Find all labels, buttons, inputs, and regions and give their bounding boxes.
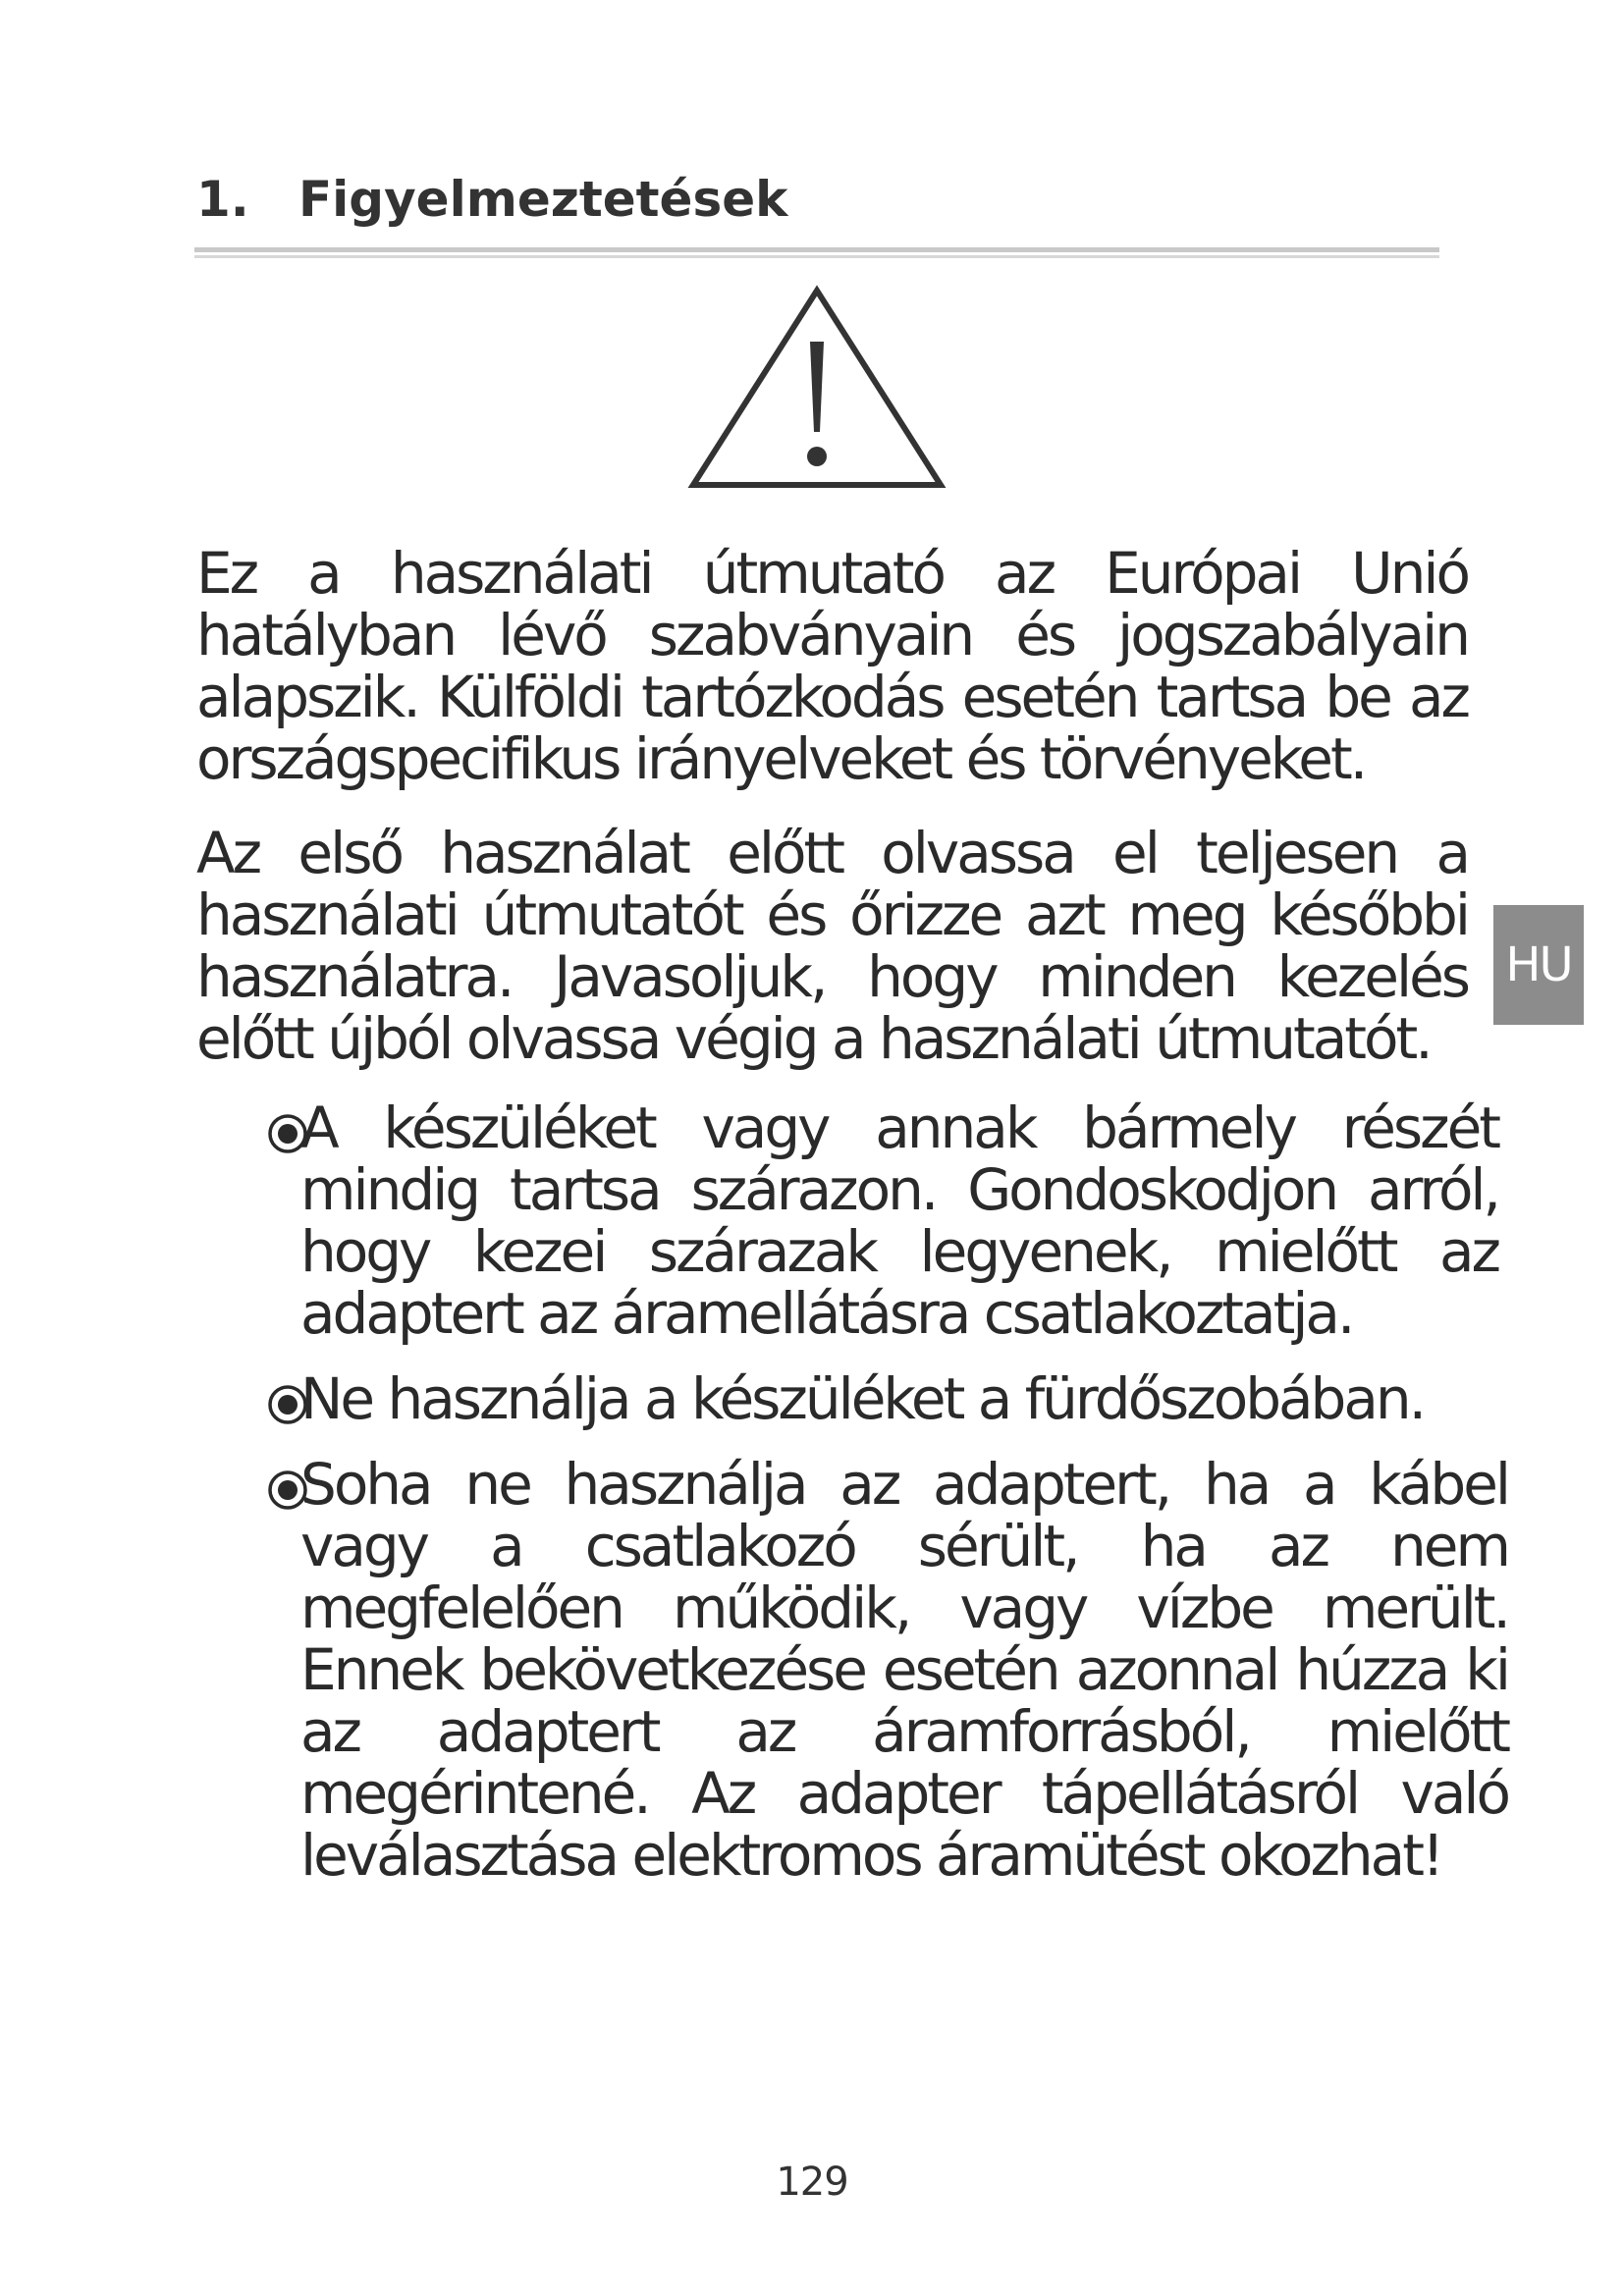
read-manual-paragraph: Az első használat előtt olvassa el teljesen a használati útmutatót és őrizze azt meg későbbi használatra. Javasoljuk, hogy minden kezelés előtt újból olvassa végig a használati útmutatót. (196, 820, 1468, 1072)
list-item-text: Ne használja a készüléket a fürdőszobában. (300, 1365, 1425, 1432)
list-item-text: A készüléket vagy annak bármely részét mindig tartsa szárazon. Gondoskodjon arról, hogy kezei szárazak legyenek, mielőtt az adaptert az áramellátásra csatlakoztatja. (300, 1095, 1498, 1347)
list-item (265, 1097, 1498, 1345)
intro-paragraph: Ez a használati útmutató az Európai Unió hatályban lévő szabványain és jogszabályain alapszik. Külföldi tartózkodás esetén tartsa be az országspecifikus irányelveket és törvényeket. (196, 540, 1468, 792)
list-item (265, 1365, 1483, 1432)
section-number: 1. (196, 171, 249, 228)
section-title: Figyelmeztetések (298, 171, 788, 228)
list-item-text: Soha ne használja az adaptert, ha a kábel vagy a csatlakozó sérült, ha az nem megfelelően működik, vagy vízbe merült. Ennek bekövetkezése esetén azonnal húzza ki az adaptert az áramforrásból, mielőtt megérintené. Az adapter tápellátásról való leválasztása elektromos áramütést okozhat! (300, 1451, 1508, 1889)
page-number: 129 (776, 2160, 848, 2205)
warning-list (265, 1095, 1508, 1889)
circle-bullet-icon (267, 1469, 308, 1511)
section-heading (196, 165, 787, 234)
heading-divider-secondary (194, 255, 1439, 258)
warning-triangle-icon (687, 285, 947, 491)
heading-divider (194, 247, 1439, 252)
circle-bullet-icon (267, 1384, 308, 1425)
language-tab: HU (1493, 905, 1584, 1025)
circle-bullet-icon (267, 1113, 308, 1154)
list-item (265, 1451, 1508, 1889)
